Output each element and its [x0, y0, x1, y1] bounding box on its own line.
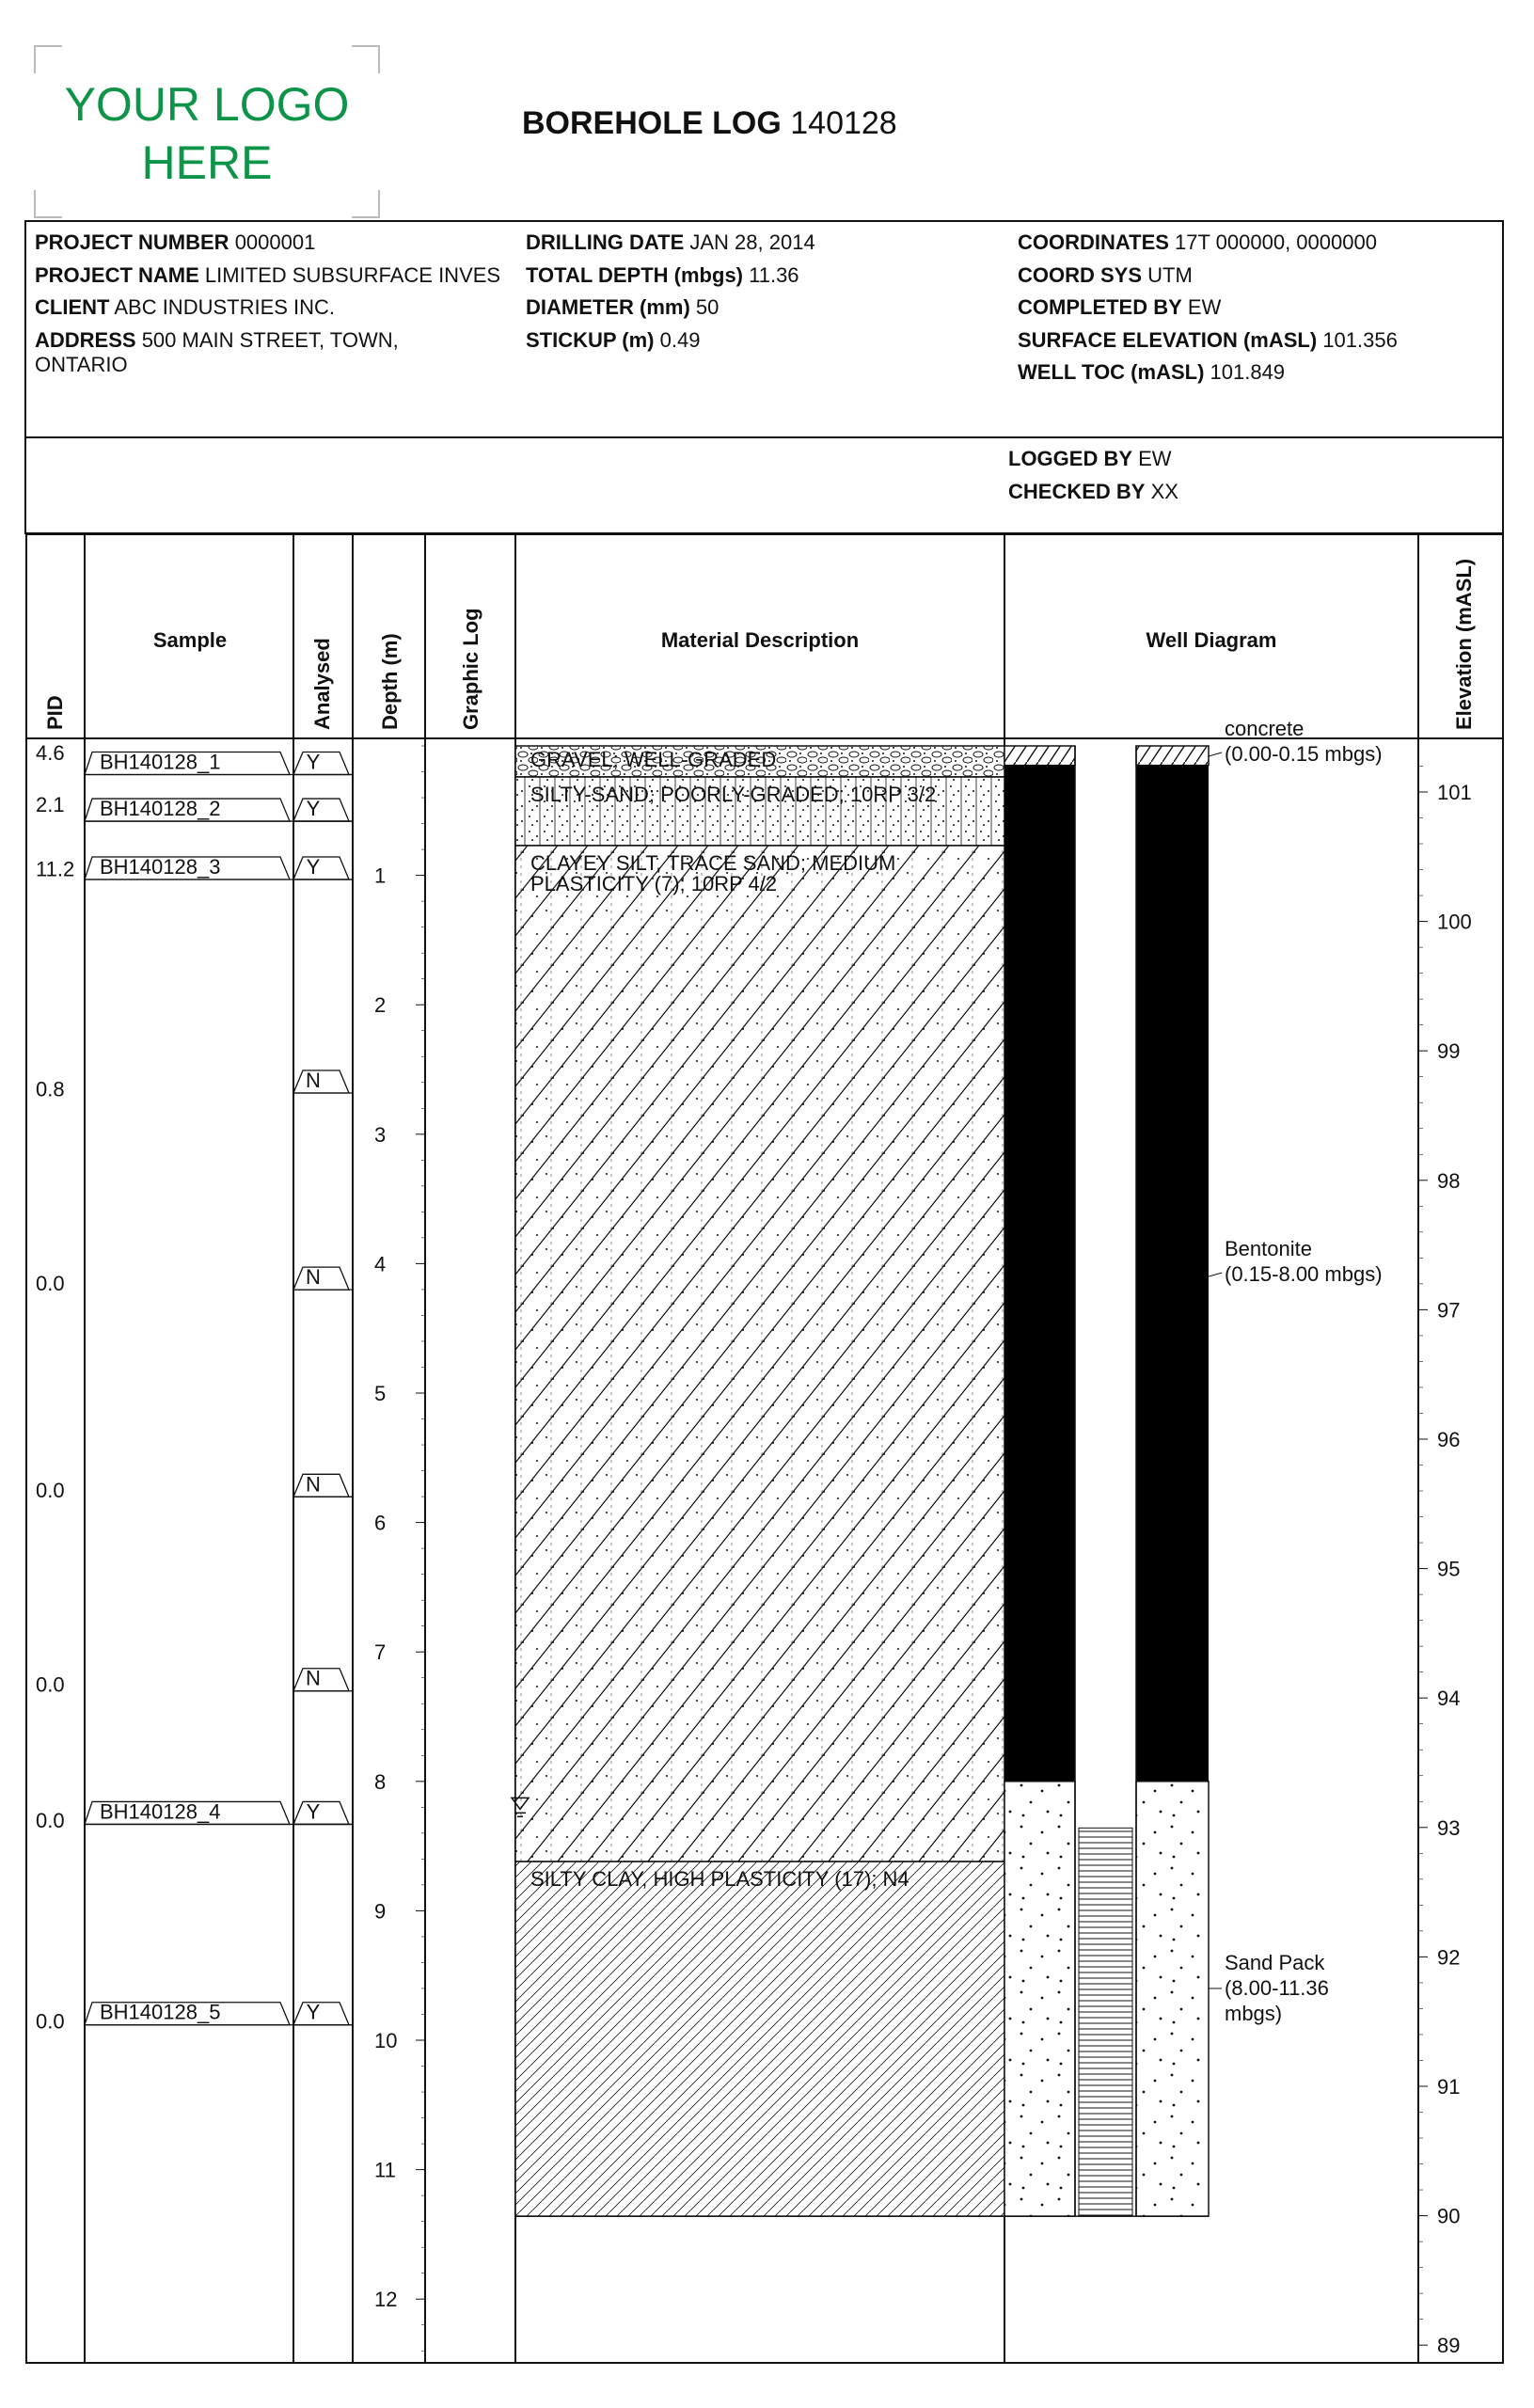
depth-label: 6: [374, 1511, 387, 1535]
depth-label: 4: [374, 1252, 387, 1276]
elevation-label: 96: [1437, 1427, 1461, 1451]
well-label-bentonite: Bentonite: [1225, 1237, 1312, 1261]
pid-value: 11.2: [36, 857, 75, 881]
depth-label: 10: [374, 2029, 398, 2052]
analysed-flag: N: [306, 1472, 321, 1497]
info-value: 500 MAIN STREET, TOWN,: [135, 327, 399, 352]
info-value: EW: [1132, 447, 1172, 470]
analysed-flag: N: [306, 1265, 321, 1290]
info-label: COORD SYS: [1018, 262, 1143, 287]
info-label: STICKUP (m): [526, 327, 655, 352]
well-label-concrete: (0.00-0.15 mbgs): [1225, 742, 1383, 767]
analysed-flag: Y: [306, 854, 321, 879]
analysed-bracket: [293, 2000, 349, 2025]
info-value: 101.356: [1317, 327, 1398, 352]
analysed-column-header: Analysed: [310, 638, 334, 730]
well-label-leader: [1209, 752, 1222, 756]
analysed-marker: [293, 1069, 353, 1093]
info-value: 0000001: [229, 230, 316, 254]
analysed-bracket: [293, 1070, 349, 1093]
graphic-layer-clay: [515, 1861, 1004, 2216]
analysed-marker: [293, 1667, 353, 1691]
well-label-leader: [1209, 1273, 1222, 1276]
analysed-marker: [293, 855, 353, 879]
analysed-bracket: [293, 1801, 349, 1824]
elevation-label: 98: [1437, 1168, 1461, 1193]
elevation-label: 99: [1437, 1039, 1461, 1064]
pid-value: 0.0: [36, 1672, 65, 1697]
elevation-column-header: Elevation (mASL): [1452, 558, 1476, 730]
depth-label: 9: [374, 1899, 387, 1924]
analysed-marker: [293, 2001, 353, 2025]
info-value: 101.849: [1204, 360, 1286, 384]
depth-label: 11: [374, 2158, 396, 2182]
info-value: 11.36: [743, 262, 799, 287]
sand-pack-right: [1136, 1782, 1209, 2216]
analysed-flag: Y: [306, 1799, 321, 1824]
pid-value: 2.1: [36, 792, 65, 816]
info-value: LIMITED SUBSURFACE INVES: [198, 262, 501, 287]
depth-label: 7: [374, 1640, 387, 1665]
material-description: SILTY CLAY, HIGH PLASTICITY (17); N4: [530, 1867, 909, 1892]
pid-value: 4.6: [36, 740, 65, 765]
sample-name: BH140128_1: [100, 750, 221, 774]
info-label: PROJECT NUMBER: [35, 230, 229, 254]
analysed-flag: N: [306, 1069, 321, 1093]
well-screen: [1079, 1828, 1132, 2216]
material-description: SILTY-SAND; POORLY-GRADED; 10RP 3/2: [530, 783, 937, 807]
elevation-label: 92: [1437, 1945, 1461, 1970]
material-description: CLAYEY SILT, TRACE SAND; MEDIUM: [530, 850, 896, 875]
elevation-label: 93: [1437, 1815, 1461, 1840]
well-column-header: Well Diagram: [1146, 628, 1277, 652]
elevation-label: 94: [1437, 1687, 1461, 1711]
pid-value: 0.0: [36, 1272, 65, 1296]
borehole-id: 140128: [790, 105, 897, 141]
pid-value: 0.0: [36, 1479, 65, 1503]
info-value: 0.49: [654, 327, 701, 352]
depth-label: 2: [374, 993, 387, 1018]
bentonite-right: [1136, 766, 1209, 1782]
pid-column-header: PID: [43, 695, 67, 730]
info-value-continued: ONTARIO: [35, 352, 128, 376]
sample-name: BH140128_5: [100, 2000, 221, 2024]
graphic-layer-siltsand: [515, 846, 1004, 1861]
info-value: 50: [689, 295, 720, 319]
bentonite-left: [1004, 766, 1075, 1782]
analysed-marker: [293, 1472, 353, 1497]
graphic-log-column-header: Graphic Log: [459, 608, 482, 730]
analysed-bracket: [293, 854, 349, 879]
pid-value: 0.0: [36, 1809, 65, 1833]
info-label: ADDRESS: [35, 327, 136, 352]
analysed-marker: [293, 751, 353, 775]
sample-name: BH140128_4: [100, 1799, 221, 1824]
info-label: SURFACE ELEVATION (mASL): [1018, 327, 1318, 352]
info-label: WELL TOC (mASL): [1018, 360, 1205, 384]
info-value: JAN 28, 2014: [684, 230, 815, 254]
concrete-seal-right: [1136, 746, 1209, 766]
elevation-label: 95: [1437, 1557, 1461, 1581]
analysed-marker: [293, 1265, 353, 1290]
analysed-bracket: [293, 1474, 349, 1497]
info-label: PROJECT NAME: [35, 262, 199, 287]
depth-label: 8: [374, 1769, 387, 1794]
info-label: COORDINATES: [1018, 230, 1169, 254]
analysed-bracket: [293, 1267, 349, 1290]
analysed-flag: Y: [306, 750, 321, 774]
material-description-continued: PLASTICITY (7); 10RP 4/2: [530, 871, 778, 895]
sample-name: BH140128_2: [100, 797, 221, 821]
pid-value: 0.8: [36, 1077, 65, 1101]
info-label: DRILLING DATE: [526, 230, 685, 254]
info-label: COMPLETED BY: [1018, 295, 1182, 319]
analysed-bracket: [293, 1666, 349, 1691]
info-value: XX: [1145, 479, 1178, 503]
graphic-log: [512, 746, 1004, 2216]
sand-pack-left: [1004, 1782, 1075, 2216]
info-label: CHECKED BY: [1008, 479, 1146, 503]
info-label: TOTAL DEPTH (mbgs): [526, 262, 743, 287]
material-description: GRAVEL; WELL-GRADED: [530, 748, 777, 771]
analysed-flag: Y: [306, 2000, 321, 2024]
sample-column-header: Sample: [152, 628, 228, 652]
elevation-label: 89: [1437, 2334, 1461, 2358]
elevation-label: 97: [1437, 1298, 1461, 1323]
pid-value: 0.0: [36, 2009, 65, 2034]
well-label-concrete: concrete: [1225, 717, 1305, 741]
info-value: EW: [1181, 295, 1222, 319]
info-label: DIAMETER (mm): [526, 295, 690, 319]
analysed-flag: Y: [306, 797, 321, 821]
analysed-marker: [293, 1799, 353, 1824]
analysed-bracket: [293, 799, 349, 821]
concrete-seal-left: [1004, 746, 1075, 766]
depth-label: 3: [374, 1122, 387, 1147]
title-label: BOREHOLE LOG: [522, 105, 782, 141]
depth-label: 12: [374, 2288, 398, 2312]
depth-column-header: Depth (m): [378, 633, 402, 730]
logo-line-1: YOUR LOGO: [64, 78, 350, 131]
material-column-header: Material Description: [660, 628, 860, 652]
elevation-label: 100: [1437, 910, 1472, 934]
analysed-bracket: [293, 752, 349, 775]
info-value: ABC INDUSTRIES INC.: [109, 295, 336, 319]
info-label: LOGGED BY: [1008, 447, 1133, 470]
analysed-flag: N: [306, 1666, 321, 1690]
depth-label: 1: [374, 863, 387, 888]
well-label-sandpack: mbgs): [1225, 2001, 1283, 2025]
sample-name: BH140128_3: [100, 854, 221, 879]
depth-label: 5: [374, 1382, 387, 1405]
well-label-bentonite: (0.15-8.00 mbgs): [1225, 1262, 1383, 1287]
info-label: CLIENT: [35, 295, 110, 319]
samples-layer: [85, 751, 353, 2025]
analysed-marker: [293, 797, 353, 821]
logo-line-2: HERE: [141, 136, 273, 189]
well-diagram: [1004, 717, 1383, 2216]
elevation-label: 101: [1437, 780, 1472, 804]
elevation-label: 91: [1437, 2074, 1461, 2099]
elevation-label: 90: [1437, 2204, 1461, 2228]
info-value: 17T 000000, 0000000: [1168, 230, 1377, 254]
info-value: UTM: [1142, 262, 1193, 287]
well-label-sandpack: (8.00-11.36: [1225, 1975, 1329, 2000]
well-label-sandpack: Sand Pack: [1225, 1950, 1325, 1974]
